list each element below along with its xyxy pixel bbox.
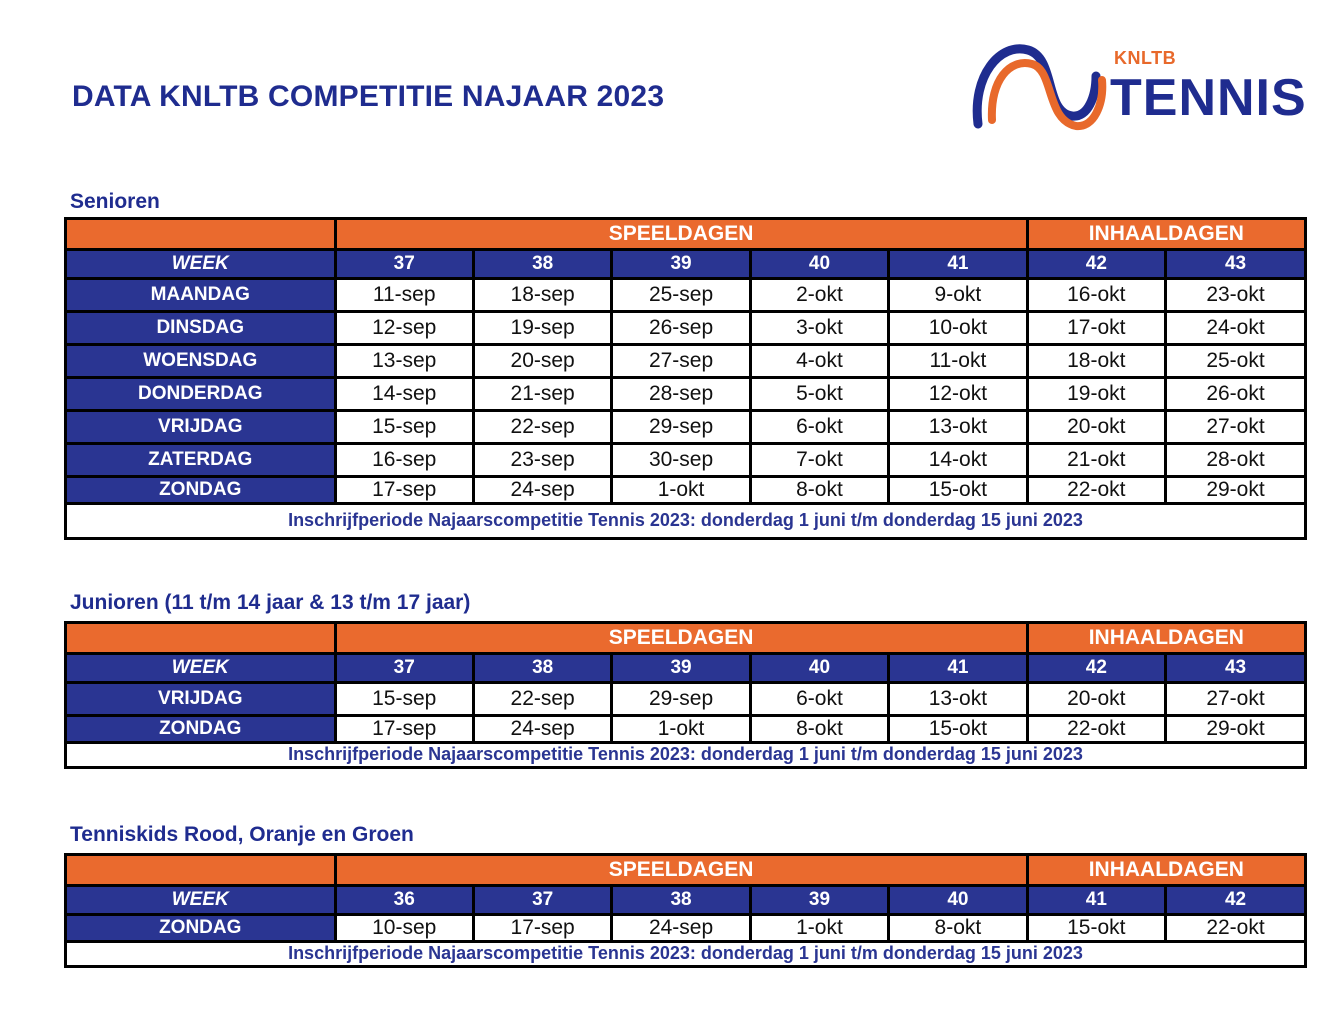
date-cell: 15-okt	[889, 476, 1027, 503]
table-row	[67, 377, 1304, 410]
date-cell: 29-okt	[1166, 715, 1304, 742]
date-cell: 29-sep	[612, 682, 750, 715]
header-row	[67, 220, 1304, 249]
day-label: ZONDAG	[67, 914, 335, 941]
date-cell: 6-okt	[750, 410, 888, 443]
week-number: 42	[1166, 885, 1304, 914]
week-row	[67, 249, 1304, 278]
table-row	[67, 476, 1304, 503]
date-cell: 22-okt	[1166, 914, 1304, 941]
inhaaldagen-header: INHAALDAGEN	[1027, 856, 1304, 885]
date-cell: 14-okt	[889, 443, 1027, 476]
date-cell: 23-okt	[1166, 278, 1304, 311]
date-cell: 16-sep	[335, 443, 473, 476]
table-row	[67, 410, 1304, 443]
week-number: 38	[612, 885, 750, 914]
date-cell: 8-okt	[750, 715, 888, 742]
date-cell: 15-okt	[1027, 914, 1165, 941]
week-number: 42	[1027, 653, 1165, 682]
date-cell: 17-okt	[1027, 311, 1165, 344]
week-row	[67, 653, 1304, 682]
date-cell: 25-okt	[1166, 344, 1304, 377]
date-cell: 16-okt	[1027, 278, 1165, 311]
date-cell: 28-okt	[1166, 443, 1304, 476]
table-row	[67, 914, 1304, 941]
header-row	[67, 624, 1304, 653]
page-title: DATA KNLTB COMPETITIE NAJAAR 2023	[72, 80, 665, 113]
date-cell: 21-okt	[1027, 443, 1165, 476]
date-cell: 21-sep	[473, 377, 611, 410]
date-cell: 6-okt	[750, 682, 888, 715]
schedule-table-junioren	[64, 621, 1307, 769]
date-cell: 2-okt	[750, 278, 888, 311]
date-cell: 1-okt	[750, 914, 888, 941]
header-blank	[67, 624, 335, 653]
day-label: ZATERDAG	[67, 443, 335, 476]
header-blank	[67, 856, 335, 885]
header-blank	[67, 220, 335, 249]
week-label: WEEK	[67, 653, 335, 682]
week-number: 43	[1166, 653, 1304, 682]
speeldagen-header: SPEELDAGEN	[335, 220, 1027, 249]
date-cell: 7-okt	[750, 443, 888, 476]
footer-row	[67, 742, 1304, 766]
week-number: 43	[1166, 249, 1304, 278]
date-cell: 1-okt	[612, 476, 750, 503]
date-cell: 29-sep	[612, 410, 750, 443]
date-cell: 8-okt	[889, 914, 1027, 941]
date-cell: 13-okt	[889, 682, 1027, 715]
logo-tennis-text: TENNIS	[1110, 69, 1307, 127]
day-label: WOENSDAG	[67, 344, 335, 377]
date-cell: 22-sep	[473, 410, 611, 443]
date-cell: 25-sep	[612, 278, 750, 311]
date-cell: 12-okt	[889, 377, 1027, 410]
schedule-table-tenniskids	[64, 853, 1307, 968]
inhaaldagen-header: INHAALDAGEN	[1027, 624, 1304, 653]
week-number: 37	[335, 653, 473, 682]
registration-period-text: Inschrijfperiode Najaarscompetitie Tennis 2023: donderdag 1 juni t/m donderdag 15 juni 2023	[67, 742, 1304, 766]
footer-row	[67, 941, 1304, 965]
date-cell: 15-sep	[335, 682, 473, 715]
table-row	[67, 682, 1304, 715]
date-cell: 10-sep	[335, 914, 473, 941]
date-cell: 24-sep	[473, 715, 611, 742]
date-cell: 18-okt	[1027, 344, 1165, 377]
date-cell: 15-okt	[889, 715, 1027, 742]
date-cell: 20-sep	[473, 344, 611, 377]
table-row	[67, 311, 1304, 344]
date-cell: 11-sep	[335, 278, 473, 311]
table-row	[67, 443, 1304, 476]
date-cell: 28-sep	[612, 377, 750, 410]
header-row	[67, 856, 1304, 885]
date-cell: 11-okt	[889, 344, 1027, 377]
day-label: ZONDAG	[67, 476, 335, 503]
week-number: 38	[473, 249, 611, 278]
week-number: 40	[750, 249, 888, 278]
date-cell: 13-sep	[335, 344, 473, 377]
date-cell: 17-sep	[335, 476, 473, 503]
speeldagen-header: SPEELDAGEN	[335, 856, 1027, 885]
date-cell: 24-okt	[1166, 311, 1304, 344]
date-cell: 22-okt	[1027, 715, 1165, 742]
date-cell: 23-sep	[473, 443, 611, 476]
date-cell: 17-sep	[335, 715, 473, 742]
date-cell: 13-okt	[889, 410, 1027, 443]
date-cell: 20-okt	[1027, 410, 1165, 443]
date-cell: 4-okt	[750, 344, 888, 377]
day-label: MAANDAG	[67, 278, 335, 311]
date-cell: 10-okt	[889, 311, 1027, 344]
speeldagen-header: SPEELDAGEN	[335, 624, 1027, 653]
week-number: 42	[1027, 249, 1165, 278]
week-row	[67, 885, 1304, 914]
week-number: 38	[473, 653, 611, 682]
day-label: DONDERDAG	[67, 377, 335, 410]
date-cell: 24-sep	[473, 476, 611, 503]
week-number: 41	[889, 653, 1027, 682]
section-title-senioren: Senioren	[70, 190, 160, 213]
date-cell: 19-okt	[1027, 377, 1165, 410]
date-cell: 22-sep	[473, 682, 611, 715]
date-cell: 8-okt	[750, 476, 888, 503]
week-label: WEEK	[67, 885, 335, 914]
date-cell: 15-sep	[335, 410, 473, 443]
date-cell: 12-sep	[335, 311, 473, 344]
week-number: 40	[750, 653, 888, 682]
section-title-junioren: Junioren (11 t/m 14 jaar & 13 t/m 17 jaar)	[70, 591, 471, 614]
logo-knltb-text: KNLTB	[1114, 48, 1177, 68]
date-cell: 27-okt	[1166, 682, 1304, 715]
section-title-tenniskids: Tenniskids Rood, Oranje en Groen	[70, 823, 414, 846]
registration-period-text: Inschrijfperiode Najaarscompetitie Tennis 2023: donderdag 1 juni t/m donderdag 15 juni 2023	[67, 503, 1304, 537]
week-number: 40	[889, 885, 1027, 914]
week-number: 39	[612, 653, 750, 682]
day-label: ZONDAG	[67, 715, 335, 742]
week-number: 37	[335, 249, 473, 278]
date-cell: 5-okt	[750, 377, 888, 410]
tennis-swoosh-icon	[970, 36, 1110, 136]
week-number: 41	[889, 249, 1027, 278]
day-label: VRIJDAG	[67, 410, 335, 443]
date-cell: 17-sep	[473, 914, 611, 941]
date-cell: 19-sep	[473, 311, 611, 344]
footer-row	[67, 503, 1304, 537]
table-row	[67, 278, 1304, 311]
table-row	[67, 715, 1304, 742]
date-cell: 22-okt	[1027, 476, 1165, 503]
date-cell: 26-okt	[1166, 377, 1304, 410]
day-label: VRIJDAG	[67, 682, 335, 715]
date-cell: 20-okt	[1027, 682, 1165, 715]
week-number: 37	[473, 885, 611, 914]
date-cell: 30-sep	[612, 443, 750, 476]
date-cell: 18-sep	[473, 278, 611, 311]
week-number: 41	[1027, 885, 1165, 914]
date-cell: 14-sep	[335, 377, 473, 410]
date-cell: 3-okt	[750, 311, 888, 344]
week-label: WEEK	[67, 249, 335, 278]
registration-period-text: Inschrijfperiode Najaarscompetitie Tennis 2023: donderdag 1 juni t/m donderdag 15 juni 2023	[67, 941, 1304, 965]
date-cell: 27-sep	[612, 344, 750, 377]
day-label: DINSDAG	[67, 311, 335, 344]
inhaaldagen-header: INHAALDAGEN	[1027, 220, 1304, 249]
date-cell: 24-sep	[612, 914, 750, 941]
knltb-tennis-logo	[970, 36, 1310, 136]
date-cell: 27-okt	[1166, 410, 1304, 443]
week-number: 36	[335, 885, 473, 914]
date-cell: 9-okt	[889, 278, 1027, 311]
table-row	[67, 344, 1304, 377]
week-number: 39	[750, 885, 888, 914]
schedule-table-senioren	[64, 217, 1307, 540]
week-number: 39	[612, 249, 750, 278]
date-cell: 26-sep	[612, 311, 750, 344]
date-cell: 29-okt	[1166, 476, 1304, 503]
date-cell: 1-okt	[612, 715, 750, 742]
